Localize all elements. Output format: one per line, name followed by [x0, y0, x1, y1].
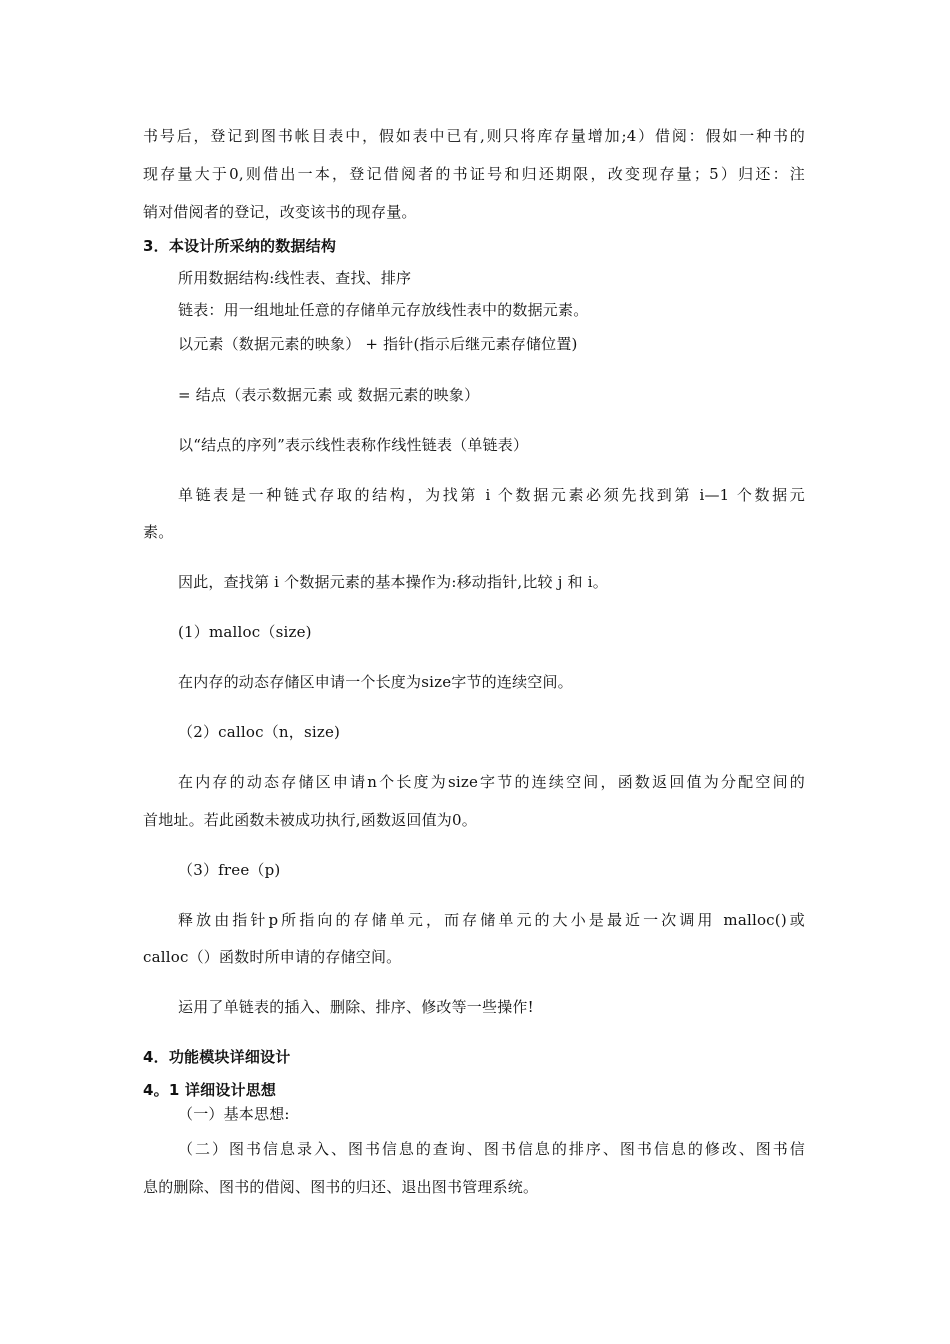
section-3-paragraph-6-line-2: 素。 — [143, 523, 174, 541]
function-3-description-line-2: calloc（）函数时所申请的存储空间。 — [143, 948, 402, 966]
section-4-paragraph-2-line-1: （二）图书信息录入、图书信息的查询、图书信息的排序、图书信息的修改、图书信 — [178, 1140, 805, 1158]
intro-line-1: 书号后，登记到图书帐目表中，假如表中已有,则只将库存量增加;4）借阅：假如一种书的 — [143, 127, 805, 145]
section-3-paragraph-1: 所用数据结构:线性表、查找、排序 — [178, 269, 412, 287]
section-3-paragraph-2: 链表：用一组地址任意的存储单元存放线性表中的数据元素。 — [178, 301, 589, 319]
section-3-paragraph-6-line-1: 单链表是一种链式存取的结构，为找第 i 个数据元素必须先找到第 i—1 个数据元 — [178, 486, 805, 504]
section-3-paragraph-5: 以“结点的序列”表示线性表称作线性链表（单链表） — [178, 436, 529, 454]
section-3-paragraph-4: = 结点（表示数据元素 或 数据元素的映象） — [178, 386, 480, 404]
function-1-description: 在内存的动态存储区申请一个长度为size字节的连续空间。 — [178, 673, 573, 691]
section-4-paragraph-1: （一）基本思想: — [178, 1105, 290, 1123]
section-3-paragraph-3: 以元素（数据元素的映象） + 指针(指示后继元素存储位置) — [178, 335, 578, 353]
intro-line-3: 销对借阅者的登记，改变该书的现存量。 — [143, 203, 417, 221]
function-3-description-line-1: 释放由指针p所指向的存储单元，而存储单元的大小是最近一次调用 malloc()或 — [178, 911, 805, 929]
section-4-heading: 4．功能模块详细设计 — [143, 1048, 291, 1066]
function-2-description-line-2: 首地址。若此函数未被成功执行,函数返回值为0。 — [143, 811, 477, 829]
intro-line-2: 现存量大于0,则借出一本，登记借阅者的书证号和归还期限，改变现存量；5）归还：注 — [143, 165, 805, 183]
function-2-title: （2）calloc（n，size) — [178, 723, 341, 741]
section-3-summary: 运用了单链表的插入、删除、排序、修改等一些操作! — [178, 998, 534, 1016]
section-4-1-heading: 4。1 详细设计思想 — [143, 1081, 277, 1099]
function-1-title: (1）malloc（size) — [178, 623, 312, 641]
function-3-title: （3）free（p) — [178, 861, 281, 879]
function-2-description-line-1: 在内存的动态存储区申请n个长度为size字节的连续空间，函数返回值为分配空间的 — [178, 773, 805, 791]
section-3-paragraph-7: 因此，查找第 i 个数据元素的基本操作为:移动指针,比较 j 和 i。 — [178, 573, 608, 591]
section-3-heading: 3．本设计所采纳的数据结构 — [143, 237, 337, 255]
section-4-paragraph-2-line-2: 息的删除、图书的借阅、图书的归还、退出图书管理系统。 — [143, 1178, 539, 1196]
